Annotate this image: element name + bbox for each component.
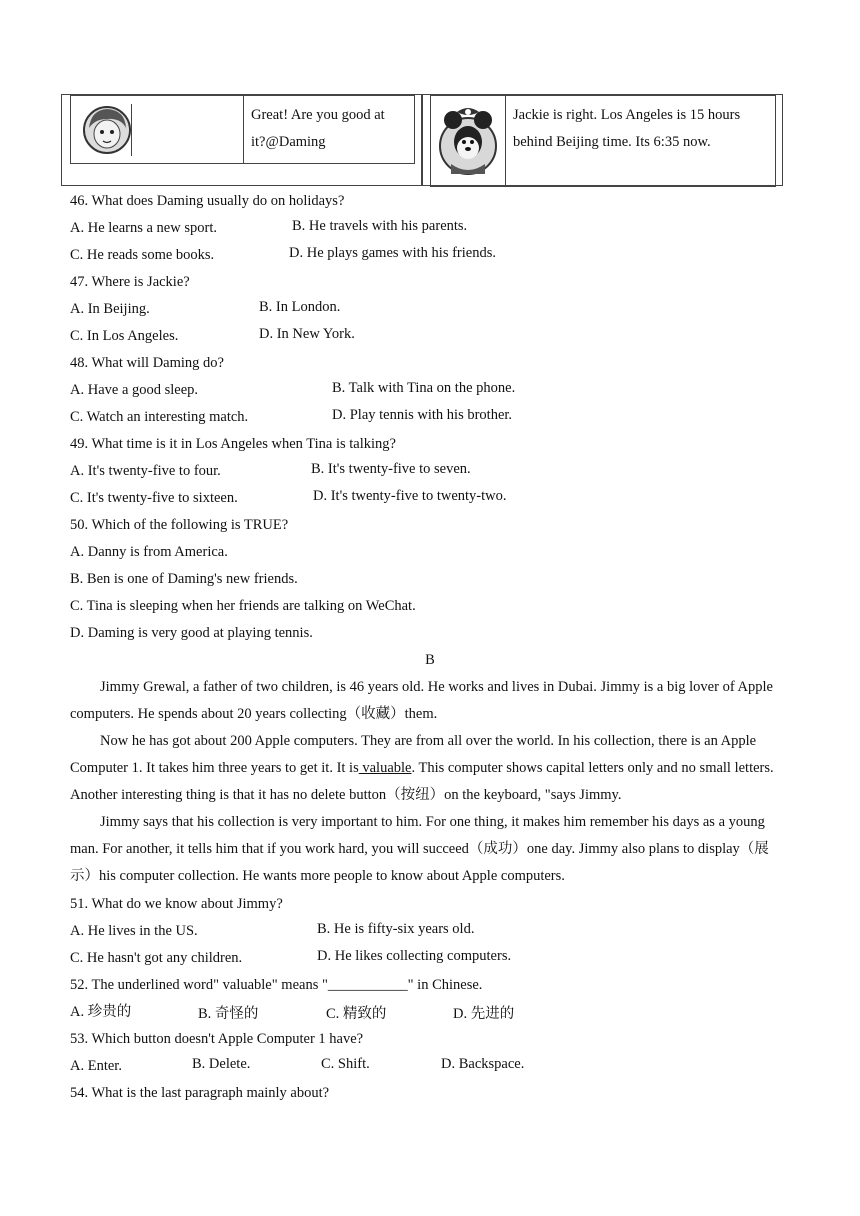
question-47-option-b: B. In London.	[259, 299, 341, 315]
paragraph-text: Now he has got about 200 Apple computers. They are from all over the world. In his collection, there is an Apple Computer 1. It takes him three years to get it. It is	[70, 733, 757, 776]
question-49-option-b: B. It's twenty-five to seven.	[311, 461, 471, 477]
question-51-stem: 51. What do we know about Jimmy?	[70, 896, 283, 912]
question-52-option-c: C. 精致的	[326, 1006, 387, 1022]
question-50-option-c: C. Tina is sleeping when her friends are talking on WeChat.	[70, 598, 416, 614]
question-49-option-d: D. It's twenty-five to twenty-two.	[313, 488, 507, 504]
section-heading: B	[425, 652, 435, 668]
chat-message-line: it?@Daming	[251, 134, 326, 150]
question-48-option-c: C. Watch an interesting match.	[70, 409, 249, 425]
question-50-option-b: B. Ben is one of Daming's new friends.	[70, 571, 298, 587]
question-47-stem: 47. Where is Jackie?	[70, 274, 190, 290]
chat-message-line: Great! Are you good at	[251, 107, 385, 123]
question-51-option-d: D. He likes collecting computers.	[317, 948, 512, 964]
paragraph-text: Jimmy Grewal, a father of two children, is 46 years old. He works and lives in Dubai. Jimmy is a big lover of Apple computers. He spends about 20 years collecting（收藏）them.	[70, 679, 773, 722]
boy-cartoon-avatar-icon	[81, 104, 135, 156]
underlined-word: valuable	[358, 760, 412, 776]
chat-message-right	[513, 102, 775, 156]
minnie-mouse-avatar-icon	[437, 102, 499, 182]
question-47-option-c: C. In Los Angeles.	[70, 328, 179, 344]
question-46-option-b: B. He travels with his parents.	[292, 218, 468, 234]
question-49-stem: 49. What time is it in Los Angeles when Tina is talking?	[70, 436, 396, 452]
question-52-stem: 52. The underlined word" valuable" means "___________" in Chinese.	[70, 977, 483, 993]
paragraph-text: Jimmy says that his collection is very important to him. For one thing, it makes him remember his days as a young man. For another, it tells him that if you work hard, you will succeed（成功）one day. Jimmy also plans to display（展示）his computer collection. He wants more people to know about Apple computers.	[70, 814, 769, 884]
question-46-stem: 46. What does Daming usually do on holidays?	[70, 193, 345, 209]
question-48-stem: 48. What will Daming do?	[70, 355, 224, 371]
question-48-option-b: B. Talk with Tina on the phone.	[332, 380, 516, 396]
question-50-option-d: D. Daming is very good at playing tennis.	[70, 625, 313, 641]
passage-paragraph-1	[70, 674, 790, 728]
chat-message-left	[251, 102, 411, 156]
question-53-option-b: B. Delete.	[192, 1056, 251, 1072]
question-50-stem: 50. Which of the following is TRUE?	[70, 517, 289, 533]
paragraph-text: . This computer shows capital letters only and no small letters. Another interesting thing is that it has no delete button（按纽）on the keyboard, "says Jimmy.	[70, 760, 774, 803]
chat-cell-left	[70, 95, 415, 164]
passage-paragraph-2	[70, 728, 790, 809]
question-48-option-d: D. Play tennis with his brother.	[332, 407, 513, 423]
question-48-option-a: A. Have a good sleep.	[70, 382, 199, 398]
question-51-option-c: C. He hasn't got any children.	[70, 950, 243, 966]
question-50-option-a: A. Danny is from America.	[70, 544, 228, 560]
chat-message-line: Jackie is right. Los Angeles is 15 hours	[513, 107, 741, 123]
question-47-option-d: D. In New York.	[259, 326, 355, 342]
question-46-option-a: A. He learns a new sport.	[70, 220, 217, 236]
question-46-option-d: D. He plays games with his friends.	[289, 245, 496, 261]
question-52-option-a: A. 珍贵的	[70, 1004, 132, 1020]
avatar-cell-left	[71, 96, 244, 163]
chat-message-line: behind Beijing time. Its 6:35 now.	[513, 134, 711, 150]
question-49-option-c: C. It's twenty-five to sixteen.	[70, 490, 238, 506]
chat-row-right	[422, 94, 783, 186]
question-54-stem: 54. What is the last paragraph mainly about?	[70, 1085, 330, 1101]
question-53-stem: 53. Which button doesn't Apple Computer 1 have?	[70, 1031, 364, 1047]
question-53-option-d: D. Backspace.	[441, 1056, 525, 1072]
question-47-option-a: A. In Beijing.	[70, 301, 150, 317]
chat-cell-right	[430, 95, 776, 187]
question-51-option-a: A. He lives in the US.	[70, 923, 198, 939]
question-53-option-c: C. Shift.	[321, 1056, 370, 1072]
question-51-option-b: B. He is fifty-six years old.	[317, 921, 475, 937]
question-46-option-c: C. He reads some books.	[70, 247, 215, 263]
question-52-option-d: D. 先进的	[453, 1006, 515, 1022]
passage-paragraph-3	[70, 809, 790, 890]
question-49-option-a: A. It's twenty-five to four.	[70, 463, 221, 479]
avatar-divider	[131, 104, 132, 156]
chat-row-left	[61, 94, 422, 186]
question-52-option-b: B. 奇怪的	[198, 1006, 259, 1022]
avatar-cell-right	[431, 96, 506, 186]
question-53-option-a: A. Enter.	[70, 1058, 122, 1074]
